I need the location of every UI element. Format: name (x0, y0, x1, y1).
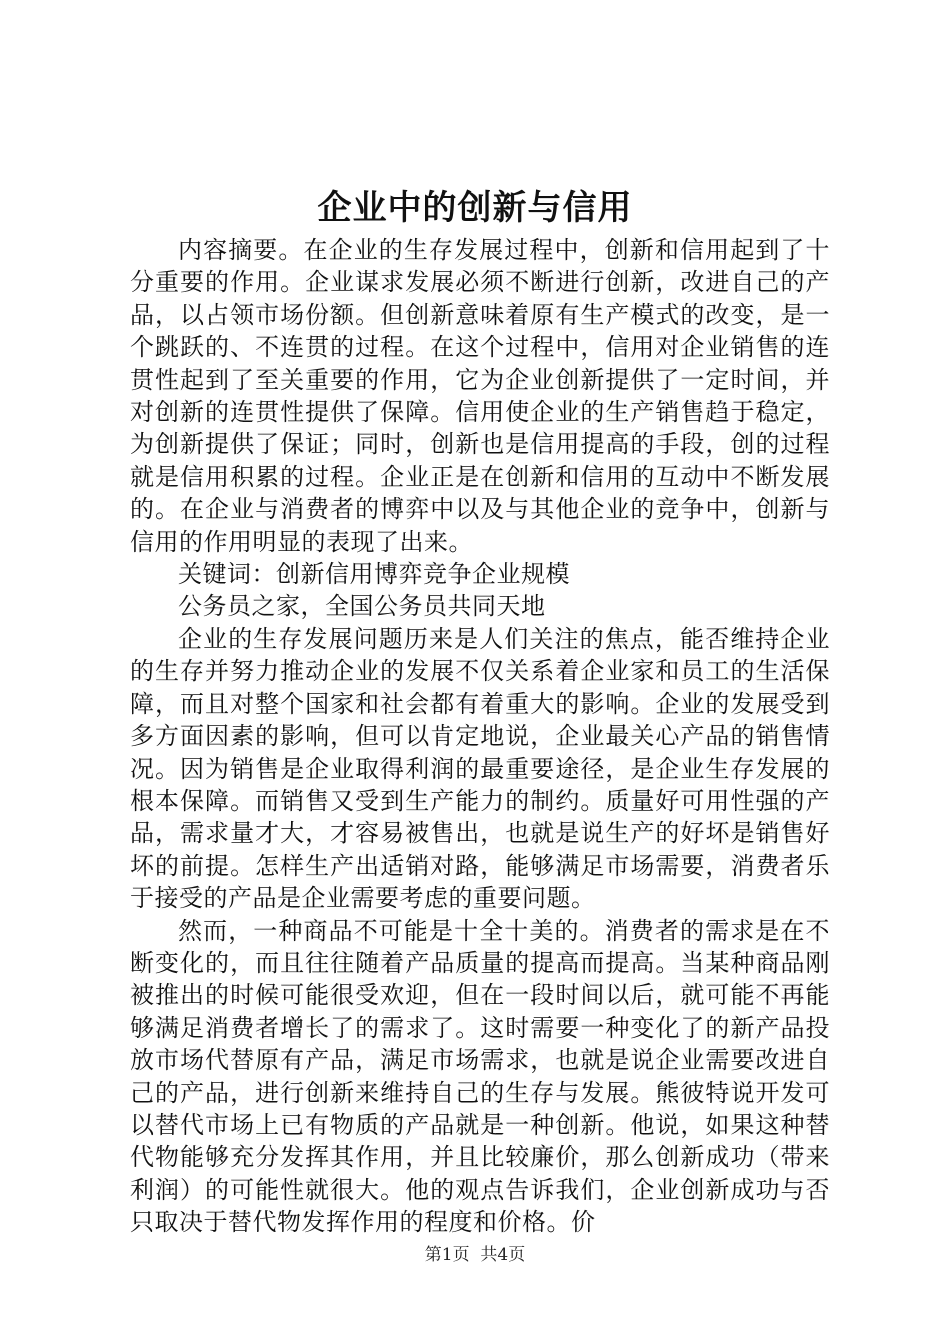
document-title: 企业中的创新与信用 (317, 188, 633, 228)
body-paragraph: 然而，一种商品不可能是十全十美的。消费者的需求是在不断变化的，而且往往随着产品质量的提高而提高。当某种商品刚被推出的时候可能很受欢迎，但在一段时间以后，就可能不再能够满足消费者增长了的需求了。这时需要一种变化了的新产品投放市场代替原有产品，满足市场需求，也就是说企业需要改进自己的产品，进行创新来维持自己的生存与发展。熊彼特说开发可以替代市场上已有物质的产品就是一种创新。他说，如果这种替代物能够充分发挥其作用，并且比较廉价，那么创新成功（带来利润）的可能性就很大。他的观点告诉我们，企业创新成功与否只取决于替代物发挥作用的程度和价格。价 (130, 916, 830, 1237)
source-line: 公务员之家，全国公务员共同天地 (178, 592, 546, 621)
abstract-paragraph: 内容摘要。在企业的生存发展过程中，创新和信用起到了十分重要的作用。企业谋求发展必须不断进行创新，改进自己的产品，以占领市场份额。但创新意味着原有生产模式的改变，是一个跳跃的、不连贯的过程。在这个过程中，信用对企业销售的连贯性起到了至关重要的作用，它为企业创新提供了一定时间，并对创新的连贯性提供了保障。信用使企业的生产销售趋于稳定，为创新提供了保证；同时，创新也是信用提高的手段，创的过程就是信用积累的过程。企业正是在创新和信用的互动中不断发展的。在企业与消费者的博弈中以及与其他企业的竞争中，创新与信用的作用明显的表现了出来。 (130, 236, 830, 556)
page-number: 第1页 共4页 (424, 1245, 526, 1265)
body-paragraph: 企业的生存发展问题历来是人们关注的焦点，能否维持企业的生存并努力推动企业的发展不仅关系着企业家和员工的生活保障，而且对整个国家和社会都有着重大的影响。企业的发展受到多方面因素的影响，但可以肯定地说，企业最关心产品的销售情况。因为销售是企业取得利润的最重要途径，是企业生存发展的根本保障。而销售又受到生产能力的制约。质量好可用性强的产品，需求量才大，才容易被售出，也就是说生产的好坏是销售好坏的前提。怎样生产出适销对路，能够满足市场需要，消费者乐于接受的产品是企业需要考虑的重要问题。 (130, 624, 830, 913)
page-footer (0, 1244, 950, 1266)
document-body (130, 234, 830, 1239)
keywords-line: 关键词：创新信用博弈竞争企业规模 (178, 560, 570, 589)
